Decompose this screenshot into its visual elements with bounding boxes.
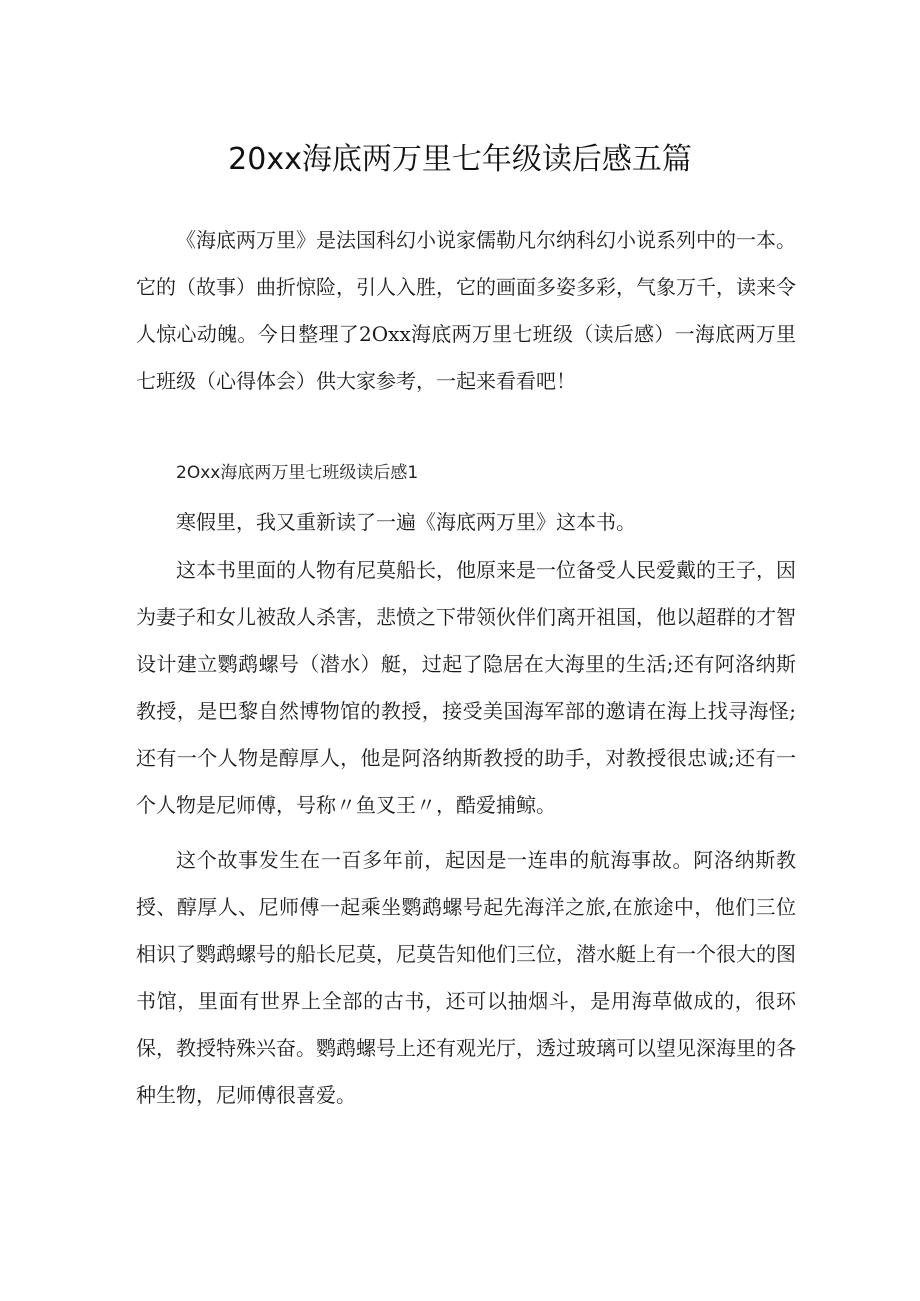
body-paragraph-3: 这个故事发生在一百多年前，起因是一连串的航海事故。阿洛纳斯教授、醇厚人、尼师傅一起乘坐鹦鹉螺号起先海洋之旅,在旅途中，他们三位相识了鹦鹉螺号的船长尼莫，尼莫告知他们三位，潜水艇上有一个很大的图书馆，里面有世界上全部的古书，还可以抽烟斗，是用海草做成的，很环保，教授特殊兴奋。鹦鹉螺号上还有观光厅，透过玻璃可以望见深海里的各种生物，尼师傅很喜爱。	[136, 848, 796, 1107]
body-paragraph-1: 寒假里，我又重新读了一遍《海底两万里》这本书。	[176, 510, 636, 534]
section-heading: 2Oxx海底两万里七班级读后感1	[176, 463, 419, 483]
document-title: 20xx海底两万里七年级读后感五篇	[228, 142, 692, 177]
body-paragraph-2: 这本书里面的人物有尼莫船长，他原来是一位备受人民爱戴的王子，因为妻子和女儿被敌人杀害，悲愤之下带领伙伴们离开祖国，他以超群的才智设计建立鹦鹉螺号（潜水）艇，过起了隐居在大海里的生活;还有阿洛纳斯教授，是巴黎自然博物馆的教授，接受美国海军部的邀请在海上找寻海怪;还有一个人物是醇厚人，他是阿洛纳斯教授的助手，对教授很忠诚;还有一个人物是尼师傅，号称〃鱼叉王〃，酷爱捕鲸。	[136, 558, 796, 817]
intro-paragraph: 《海底两万里》是法国科幻小说家儒勒凡尔纳科幻小说系列中的一本。它的（故事）曲折惊险，引人入胜，它的画面多姿多彩，气象万千，读来令人惊心动魄。今日整理了2Oxx海底两万里七班级（读后感）一海底两万里七班级（心得体会）供大家参考，一起来看看吧！	[136, 228, 796, 393]
